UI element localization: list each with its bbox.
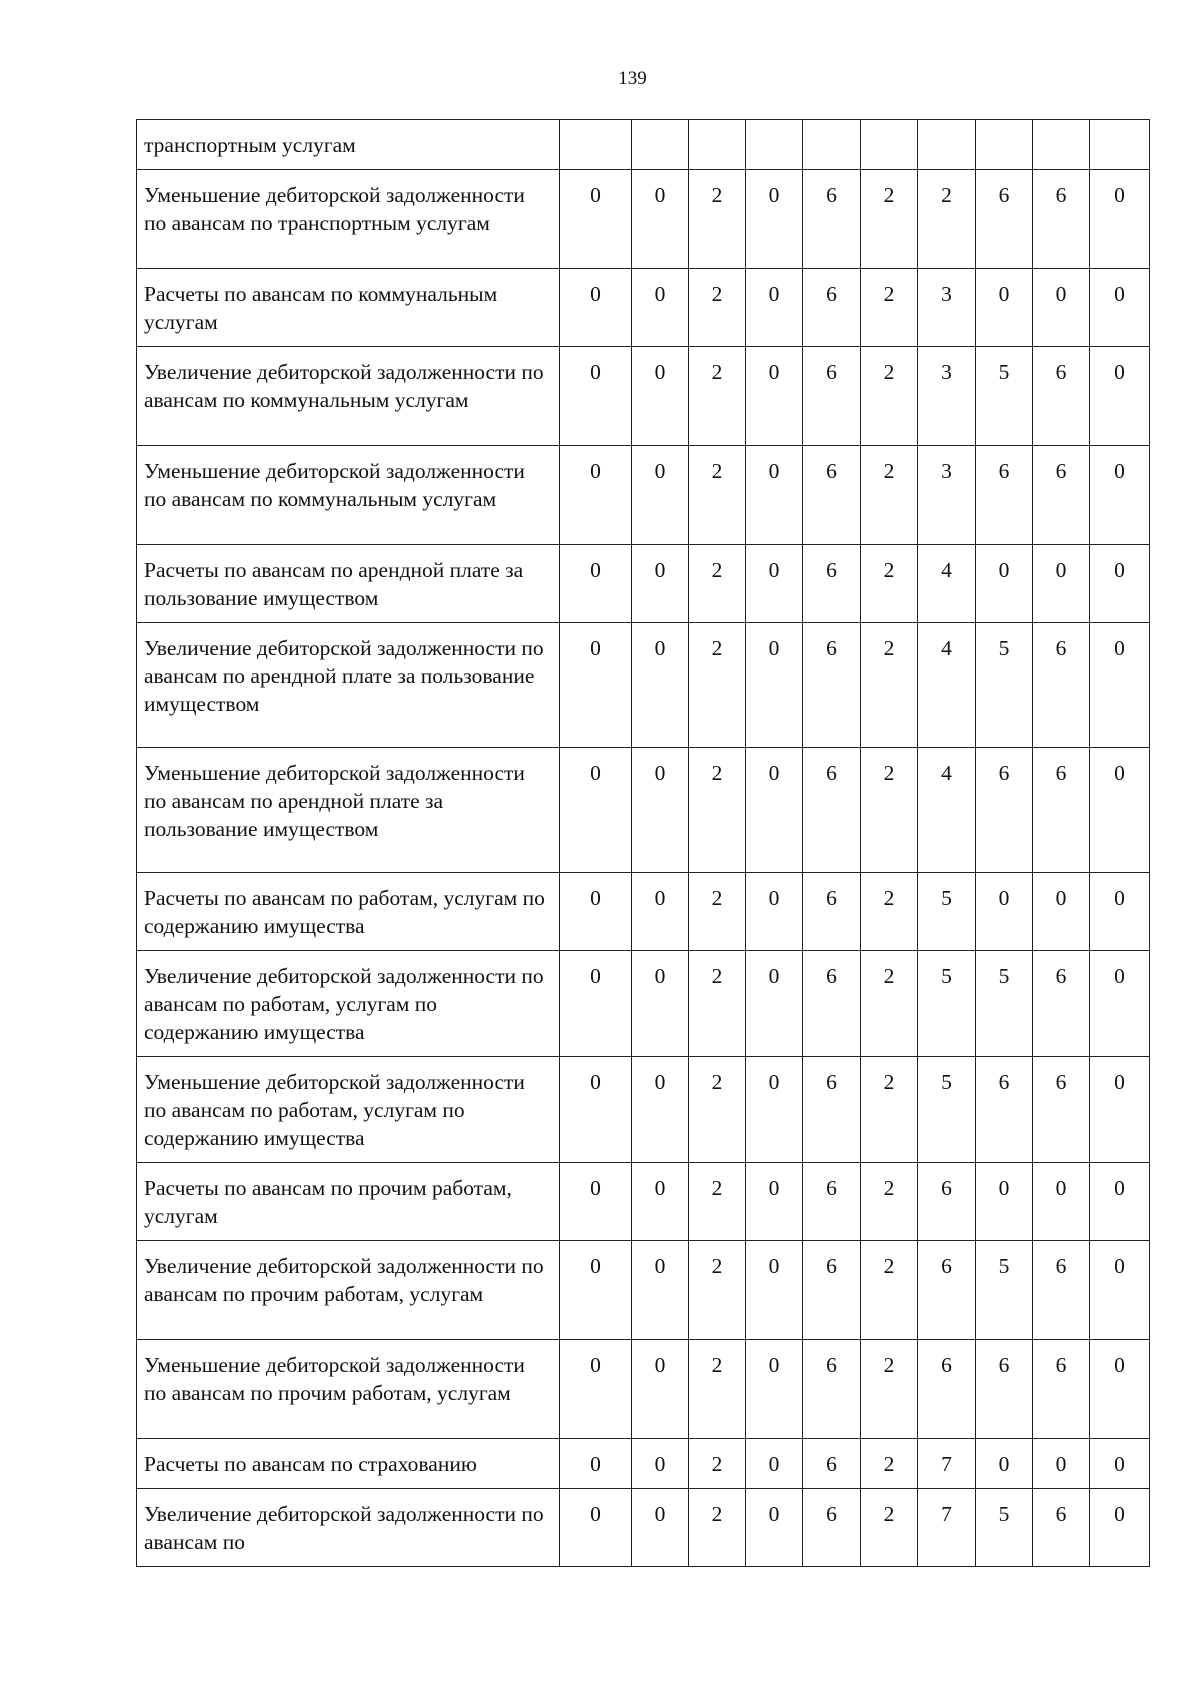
code-digit-cell: 0 [1090, 170, 1150, 269]
code-digit-cell: 6 [803, 1241, 861, 1340]
code-digit-cell: 5 [918, 873, 976, 951]
row-description: Увеличение дебиторской задолженности по авансам по [137, 1489, 560, 1567]
table-body [137, 120, 1150, 1567]
code-digit-cell: 0 [746, 1241, 803, 1340]
table-row [137, 545, 1150, 623]
code-digit-cell: 2 [861, 873, 918, 951]
table-row [137, 120, 1150, 170]
code-digit-cell: 5 [976, 623, 1033, 748]
code-digit-cell: 0 [560, 446, 632, 545]
code-digit-cell: 2 [861, 269, 918, 347]
row-description: Расчеты по авансам по работам, услугам по содержанию имущества [137, 873, 560, 951]
code-digit-cell: 6 [1033, 1057, 1090, 1163]
row-description: Уменьшение дебиторской задолженности по авансам по арендной плате за пользование имуществом [137, 748, 560, 873]
code-digit-cell: 5 [976, 1489, 1033, 1567]
code-digit-cell: 0 [746, 748, 803, 873]
code-digit-cell [976, 120, 1033, 170]
code-digit-cell: 6 [1033, 446, 1090, 545]
code-digit-cell: 2 [689, 1057, 746, 1163]
table-row [137, 951, 1150, 1057]
code-digit-cell: 7 [918, 1439, 976, 1489]
row-description: Расчеты по авансам по арендной плате за пользование имуществом [137, 545, 560, 623]
code-digit-cell: 6 [1033, 170, 1090, 269]
code-digit-cell: 0 [1090, 1340, 1150, 1439]
code-digit-cell: 0 [632, 1057, 689, 1163]
code-digit-cell: 2 [689, 1241, 746, 1340]
code-digit-cell: 2 [861, 1057, 918, 1163]
code-digit-cell: 0 [1033, 1439, 1090, 1489]
code-digit-cell: 0 [560, 1340, 632, 1439]
code-digit-cell: 2 [861, 623, 918, 748]
code-digit-cell: 0 [560, 1057, 632, 1163]
code-digit-cell: 3 [918, 347, 976, 446]
code-digit-cell: 6 [803, 623, 861, 748]
page-number: 139 [618, 68, 647, 89]
code-digit-cell: 2 [861, 748, 918, 873]
code-digit-cell: 6 [803, 269, 861, 347]
code-digit-cell: 0 [746, 269, 803, 347]
code-digit-cell: 6 [1033, 347, 1090, 446]
code-digit-cell: 6 [918, 1241, 976, 1340]
code-digit-cell: 0 [560, 269, 632, 347]
code-digit-cell: 0 [976, 545, 1033, 623]
row-description: Уменьшение дебиторской задолженности по авансам по коммунальным услугам [137, 446, 560, 545]
code-digit-cell: 0 [560, 1241, 632, 1340]
code-digit-cell: 6 [803, 1163, 861, 1241]
account-codes-table [136, 119, 1150, 1567]
code-digit-cell: 2 [689, 951, 746, 1057]
code-digit-cell: 6 [1033, 1241, 1090, 1340]
row-description: Увеличение дебиторской задолженности по авансам по арендной плате за пользование имуществом [137, 623, 560, 748]
code-digit-cell [689, 120, 746, 170]
code-digit-cell: 0 [1090, 1163, 1150, 1241]
code-digit-cell: 0 [746, 1439, 803, 1489]
code-digit-cell: 0 [746, 446, 803, 545]
code-digit-cell: 0 [1090, 873, 1150, 951]
code-digit-cell: 0 [632, 873, 689, 951]
code-digit-cell: 6 [803, 446, 861, 545]
code-digit-cell: 2 [861, 1439, 918, 1489]
table-row [137, 1439, 1150, 1489]
code-digit-cell: 6 [803, 1489, 861, 1567]
code-digit-cell: 0 [976, 1439, 1033, 1489]
code-digit-cell: 0 [560, 347, 632, 446]
code-digit-cell: 5 [918, 951, 976, 1057]
code-digit-cell [1090, 120, 1150, 170]
code-digit-cell: 0 [1033, 545, 1090, 623]
code-digit-cell: 0 [1090, 446, 1150, 545]
code-digit-cell: 2 [689, 623, 746, 748]
code-digit-cell: 5 [976, 1241, 1033, 1340]
code-digit-cell: 0 [560, 545, 632, 623]
code-digit-cell: 0 [1090, 951, 1150, 1057]
table-row [137, 170, 1150, 269]
code-digit-cell: 0 [746, 347, 803, 446]
table-row [137, 1057, 1150, 1163]
code-digit-cell: 0 [632, 1241, 689, 1340]
code-digit-cell: 0 [632, 1489, 689, 1567]
code-digit-cell: 0 [632, 545, 689, 623]
code-digit-cell: 2 [689, 1340, 746, 1439]
code-digit-cell: 0 [976, 1163, 1033, 1241]
code-digit-cell: 0 [560, 1163, 632, 1241]
row-description: Увеличение дебиторской задолженности по авансам по работам, услугам по содержанию имущества [137, 951, 560, 1057]
table-row [137, 873, 1150, 951]
code-digit-cell: 2 [689, 1163, 746, 1241]
code-digit-cell: 2 [861, 1163, 918, 1241]
code-digit-cell: 2 [689, 269, 746, 347]
code-digit-cell: 0 [1090, 545, 1150, 623]
code-digit-cell: 2 [689, 1439, 746, 1489]
code-digit-cell: 6 [918, 1340, 976, 1439]
code-digit-cell: 0 [1033, 269, 1090, 347]
code-digit-cell: 6 [918, 1163, 976, 1241]
code-digit-cell: 0 [632, 347, 689, 446]
code-digit-cell: 0 [1033, 873, 1090, 951]
row-description: Расчеты по авансам по прочим работам, услугам [137, 1163, 560, 1241]
code-digit-cell: 0 [1090, 748, 1150, 873]
code-digit-cell: 2 [861, 347, 918, 446]
code-digit-cell: 0 [746, 170, 803, 269]
code-digit-cell: 0 [632, 1163, 689, 1241]
code-digit-cell: 4 [918, 748, 976, 873]
code-digit-cell: 0 [632, 748, 689, 873]
code-digit-cell: 6 [803, 1057, 861, 1163]
code-digit-cell: 0 [560, 748, 632, 873]
table-row [137, 1163, 1150, 1241]
code-digit-cell: 0 [1090, 1057, 1150, 1163]
code-digit-cell: 5 [918, 1057, 976, 1163]
code-digit-cell: 4 [918, 545, 976, 623]
code-digit-cell: 0 [560, 873, 632, 951]
code-digit-cell: 0 [1090, 1241, 1150, 1340]
code-digit-cell: 0 [746, 951, 803, 1057]
code-digit-cell: 0 [976, 873, 1033, 951]
row-description: Расчеты по авансам по коммунальным услугам [137, 269, 560, 347]
code-digit-cell: 6 [803, 545, 861, 623]
code-digit-cell: 6 [803, 347, 861, 446]
code-digit-cell: 2 [861, 1340, 918, 1439]
code-digit-cell: 6 [976, 170, 1033, 269]
code-digit-cell: 6 [976, 748, 1033, 873]
table-row [137, 748, 1150, 873]
code-digit-cell: 0 [1090, 347, 1150, 446]
table-row [137, 446, 1150, 545]
code-digit-cell: 0 [632, 623, 689, 748]
code-digit-cell: 7 [918, 1489, 976, 1567]
code-digit-cell: 6 [976, 1340, 1033, 1439]
code-digit-cell: 0 [632, 1439, 689, 1489]
table-row [137, 623, 1150, 748]
row-description: Увеличение дебиторской задолженности по авансам по коммунальным услугам [137, 347, 560, 446]
code-digit-cell: 0 [1090, 269, 1150, 347]
code-digit-cell: 5 [976, 347, 1033, 446]
code-digit-cell: 0 [746, 873, 803, 951]
code-digit-cell: 2 [861, 1489, 918, 1567]
code-digit-cell: 3 [918, 269, 976, 347]
code-digit-cell: 0 [560, 623, 632, 748]
code-digit-cell: 6 [803, 1439, 861, 1489]
code-digit-cell: 4 [918, 623, 976, 748]
code-digit-cell [918, 120, 976, 170]
code-digit-cell: 0 [746, 545, 803, 623]
code-digit-cell: 0 [632, 269, 689, 347]
code-digit-cell: 6 [1033, 951, 1090, 1057]
code-digit-cell: 0 [632, 170, 689, 269]
table-row [137, 347, 1150, 446]
code-digit-cell: 0 [560, 170, 632, 269]
code-digit-cell: 6 [803, 951, 861, 1057]
table-row [137, 1241, 1150, 1340]
code-digit-cell: 0 [746, 1163, 803, 1241]
code-digit-cell: 6 [803, 748, 861, 873]
row-description: Уменьшение дебиторской задолженности по авансам по прочим работам, услугам [137, 1340, 560, 1439]
code-digit-cell: 6 [803, 170, 861, 269]
code-digit-cell: 6 [803, 1340, 861, 1439]
code-digit-cell: 2 [689, 545, 746, 623]
code-digit-cell: 0 [1090, 1489, 1150, 1567]
code-digit-cell [632, 120, 689, 170]
table-row [137, 1340, 1150, 1439]
code-digit-cell: 3 [918, 446, 976, 545]
code-digit-cell: 0 [632, 446, 689, 545]
code-digit-cell: 0 [560, 1489, 632, 1567]
code-digit-cell: 6 [1033, 623, 1090, 748]
code-digit-cell: 6 [976, 1057, 1033, 1163]
code-digit-cell: 2 [861, 951, 918, 1057]
code-digit-cell: 6 [1033, 1340, 1090, 1439]
code-digit-cell: 0 [560, 951, 632, 1057]
code-digit-cell: 0 [1090, 623, 1150, 748]
row-description: Уменьшение дебиторской задолженности по авансам по транспортным услугам [137, 170, 560, 269]
code-digit-cell: 0 [632, 1340, 689, 1439]
code-digit-cell [746, 120, 803, 170]
code-digit-cell: 2 [861, 545, 918, 623]
code-digit-cell: 0 [632, 951, 689, 1057]
code-digit-cell: 2 [689, 748, 746, 873]
code-digit-cell: 0 [560, 1439, 632, 1489]
code-digit-cell: 2 [861, 446, 918, 545]
code-digit-cell: 0 [976, 269, 1033, 347]
code-digit-cell: 2 [689, 1489, 746, 1567]
code-digit-cell: 6 [1033, 748, 1090, 873]
code-digit-cell [560, 120, 632, 170]
code-digit-cell [861, 120, 918, 170]
code-digit-cell: 0 [1090, 1439, 1150, 1489]
code-digit-cell: 0 [746, 1340, 803, 1439]
table-row [137, 269, 1150, 347]
row-description: транспортным услугам [137, 120, 560, 170]
table-row [137, 1489, 1150, 1567]
row-description: Увеличение дебиторской задолженности по авансам по прочим работам, услугам [137, 1241, 560, 1340]
row-description: Уменьшение дебиторской задолженности по авансам по работам, услугам по содержанию имущества [137, 1057, 560, 1163]
code-digit-cell: 0 [746, 1057, 803, 1163]
code-digit-cell: 6 [976, 446, 1033, 545]
row-description: Расчеты по авансам по страхованию [137, 1439, 560, 1489]
code-digit-cell: 2 [689, 873, 746, 951]
code-digit-cell: 6 [1033, 1489, 1090, 1567]
code-digit-cell: 2 [861, 170, 918, 269]
code-digit-cell: 2 [689, 446, 746, 545]
code-digit-cell: 2 [861, 1241, 918, 1340]
code-digit-cell: 2 [918, 170, 976, 269]
code-digit-cell: 2 [689, 347, 746, 446]
code-digit-cell: 0 [1033, 1163, 1090, 1241]
code-digit-cell: 0 [746, 1489, 803, 1567]
code-digit-cell: 0 [746, 623, 803, 748]
code-digit-cell: 2 [689, 170, 746, 269]
code-digit-cell [1033, 120, 1090, 170]
code-digit-cell [803, 120, 861, 170]
code-digit-cell: 5 [976, 951, 1033, 1057]
code-digit-cell: 6 [803, 873, 861, 951]
